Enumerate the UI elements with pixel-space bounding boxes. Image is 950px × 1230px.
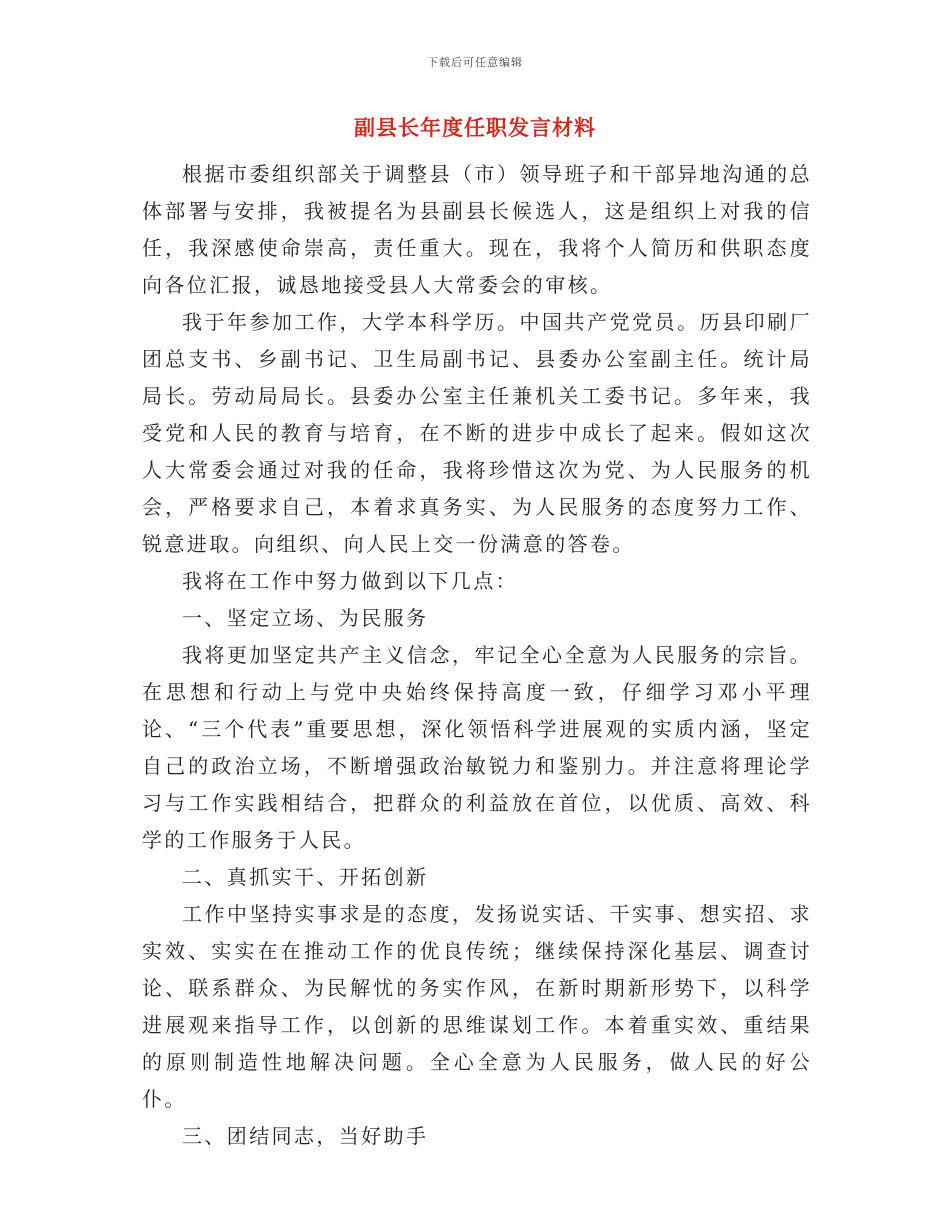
paragraph-section-1: 我将更加坚定共产主义信念，牢记全心全意为人民服务的宗旨。在思想和行动上与党中央始终保持高度一致，仔细学习邓小平理论、“三个代表”重要思想，深化领悟科学进展观的实质内涵，坚定自己的政治立场，不断增强政治敏锐力和鉴别力。并注意将理论学习与工作实践相结合，把群众的利益放在首位，以优质、高效、科学的工作服务于人民。 bbox=[142, 643, 812, 852]
paragraph-section-2: 工作中坚持实事求是的态度，发扬说实话、干实事、想实招、求实效、实实在在推动工作的优良传统；继续保持深化基层、调查讨论、联系群众、为民解忧的务实作风，在新时期新形势下，以科学进展观来指导工作，以创新的思维谋划工作。本着重实效、重结果的原则制造性地解决问题。全心全意为人民服务，做人民的好公仆。 bbox=[142, 902, 812, 1111]
section-heading-2: 二、真抓实干、开拓创新 bbox=[182, 865, 429, 889]
section-heading-3: 三、团结同志，当好助手 bbox=[182, 1124, 429, 1148]
paragraph-resume: 我于年参加工作，大学本科学历。中国共产党党员。历县印刷厂团总支书、乡副书记、卫生局副书记、县委办公室副主任。统计局局长。劳动局局长。县委办公室主任兼机关工委书记。多年来，我受党和人民的教育与培育，在不断的进步中成长了起来。假如这次人大常委会通过对我的任命，我将珍惜这次为党、为人民服务的机会，严格要求自己，本着求真务实、为人民服务的态度努力工作、锐意进取。向组织、向人民上交一份满意的答卷。 bbox=[142, 310, 812, 556]
section-heading-1: 一、坚定立场、为民服务 bbox=[182, 606, 429, 630]
paragraph-commitment-intro: 我将在工作中努力做到以下几点： bbox=[182, 569, 518, 593]
header-note: 下载后可任意编辑 bbox=[427, 56, 523, 69]
document-title: 副县长年度任职发言材料 bbox=[354, 115, 596, 140]
paragraph-intro: 根据市委组织部关于调整县（市）领导班子和干部异地沟通的总体部署与安排，我被提名为县副县长候选人，这是组织上对我的信任，我深感使命崇高，责任重大。现在，我将个人简历和供职态度向各位汇报，诚恳地接受县人大常委会的审核。 bbox=[142, 162, 812, 297]
document-body bbox=[142, 156, 812, 1155]
